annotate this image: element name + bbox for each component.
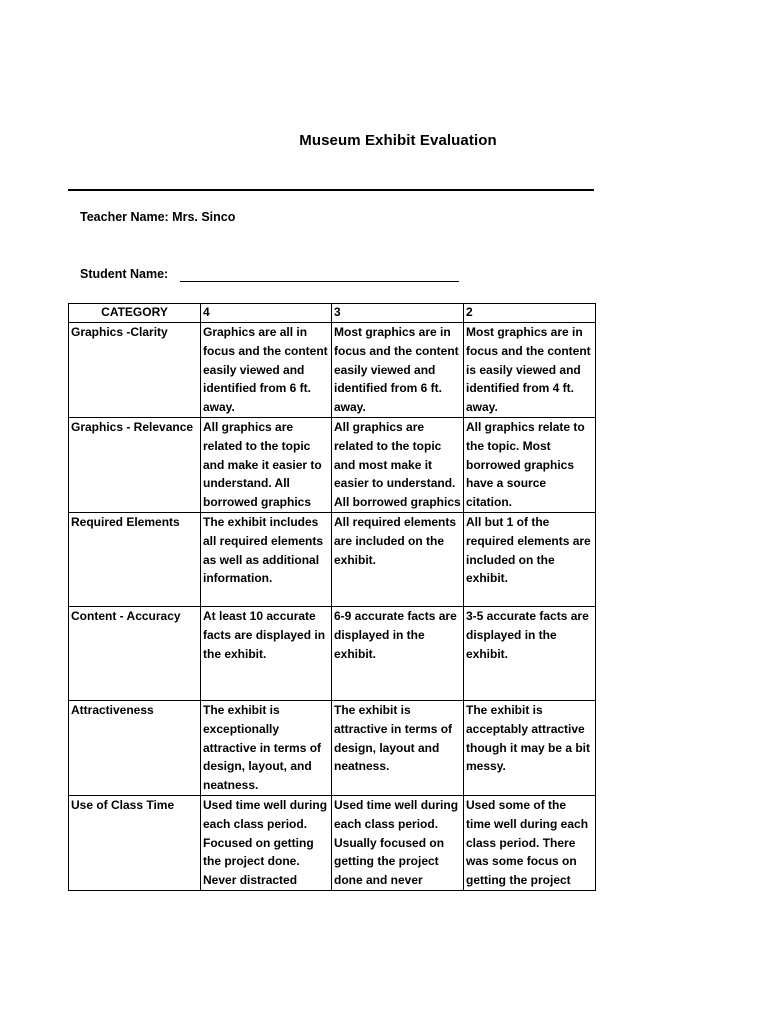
row-score-4 bbox=[201, 700, 332, 795]
cell-text: 3-5 accurate facts are displayed in the exhibit. bbox=[466, 608, 589, 661]
title-divider bbox=[68, 189, 594, 191]
rubric-row bbox=[69, 323, 596, 418]
rubric-header-row bbox=[69, 304, 596, 323]
cell-text: All graphics are related to the topic and make it easier to understand. All borrowed graphics bbox=[203, 419, 322, 510]
teacher-name-line: Teacher Name: Mrs. Sinco bbox=[80, 210, 236, 224]
row-category bbox=[69, 512, 201, 606]
cell-text: Graphics -Clarity bbox=[71, 325, 168, 339]
row-score-3 bbox=[332, 512, 464, 606]
header-score-3: 3 bbox=[332, 304, 464, 323]
row-score-4 bbox=[201, 606, 332, 700]
cell-text: Graphics are all in focus and the content easily viewed and identified from 6 ft. away. bbox=[203, 325, 328, 415]
row-category bbox=[69, 417, 201, 512]
rubric-row bbox=[69, 700, 596, 795]
cell-text: The exhibit is attractive in terms of design, layout and neatness. bbox=[334, 702, 453, 774]
row-score-4 bbox=[201, 323, 332, 418]
rubric-row bbox=[69, 795, 596, 890]
cell-text: Content - Accuracy bbox=[71, 608, 181, 623]
row-score-3 bbox=[332, 606, 464, 700]
row-category bbox=[69, 323, 201, 418]
row-category bbox=[69, 795, 201, 890]
student-name-row bbox=[80, 267, 168, 281]
row-score-3 bbox=[332, 700, 464, 795]
row-score-2 bbox=[464, 323, 596, 418]
cell-text: Used some of the time well during each class period. There was some focus on getting the project bbox=[466, 797, 589, 888]
cell-text: Most graphics are in focus and the content is easily viewed and identified from 4 ft. away. bbox=[466, 325, 591, 415]
cell-text: All required elements are included on the exhibit. bbox=[334, 514, 457, 567]
row-score-3 bbox=[332, 323, 464, 418]
cell-text: Used time well during each class period. Focused on getting the project done. Never distracted bbox=[203, 797, 328, 888]
student-name-blank-line[interactable] bbox=[180, 267, 459, 282]
cell-text: At least 10 accurate facts are displayed in the exhibit. bbox=[203, 608, 326, 661]
row-category bbox=[69, 606, 201, 700]
row-score-4 bbox=[201, 512, 332, 606]
document-title: Museum Exhibit Evaluation bbox=[299, 132, 497, 149]
cell-text: The exhibit is exceptionally attractive in terms of design, layout, and neatness. bbox=[203, 702, 322, 793]
row-score-4 bbox=[201, 417, 332, 512]
student-name-label: Student Name: bbox=[80, 267, 169, 281]
cell-text: Graphics - Relevance bbox=[71, 419, 194, 434]
cell-text: All graphics relate to the topic. Most borrowed graphics have a source citation. bbox=[466, 419, 585, 510]
cell-text: Attractiveness bbox=[71, 702, 154, 717]
cell-text: Use of Class Time bbox=[71, 797, 175, 812]
header-score-4: 4 bbox=[201, 304, 332, 323]
cell-text: Required Elements bbox=[71, 514, 180, 529]
rubric-row bbox=[69, 606, 596, 700]
cell-text: The exhibit includes all required elements as well as additional information. bbox=[203, 514, 324, 586]
row-score-2 bbox=[464, 795, 596, 890]
header-category: CATEGORY bbox=[69, 304, 201, 323]
cell-text: All graphics are related to the topic and most make it easier to understand. All borrowed graphics bbox=[334, 419, 461, 510]
row-score-2 bbox=[464, 606, 596, 700]
row-score-2 bbox=[464, 417, 596, 512]
cell-text: All but 1 of the required elements are included on the exhibit. bbox=[466, 514, 591, 586]
cell-text: Most graphics are in focus and the content easily viewed and identified from 6 ft. away. bbox=[334, 325, 459, 415]
rubric-row bbox=[69, 512, 596, 606]
rubric-table bbox=[68, 303, 596, 891]
row-score-3 bbox=[332, 417, 464, 512]
row-score-2 bbox=[464, 512, 596, 606]
cell-text: The exhibit is acceptably attractive though it may be a bit messy. bbox=[466, 702, 591, 774]
cell-text: 6-9 accurate facts are displayed in the exhibit. bbox=[334, 608, 457, 661]
rubric-row bbox=[69, 417, 596, 512]
cell-text: Used time well during each class period. Usually focused on getting the project done and never bbox=[334, 797, 459, 888]
row-score-4 bbox=[201, 795, 332, 890]
row-score-3 bbox=[332, 795, 464, 890]
row-category bbox=[69, 700, 201, 795]
row-score-2 bbox=[464, 700, 596, 795]
header-score-2: 2 bbox=[464, 304, 596, 323]
